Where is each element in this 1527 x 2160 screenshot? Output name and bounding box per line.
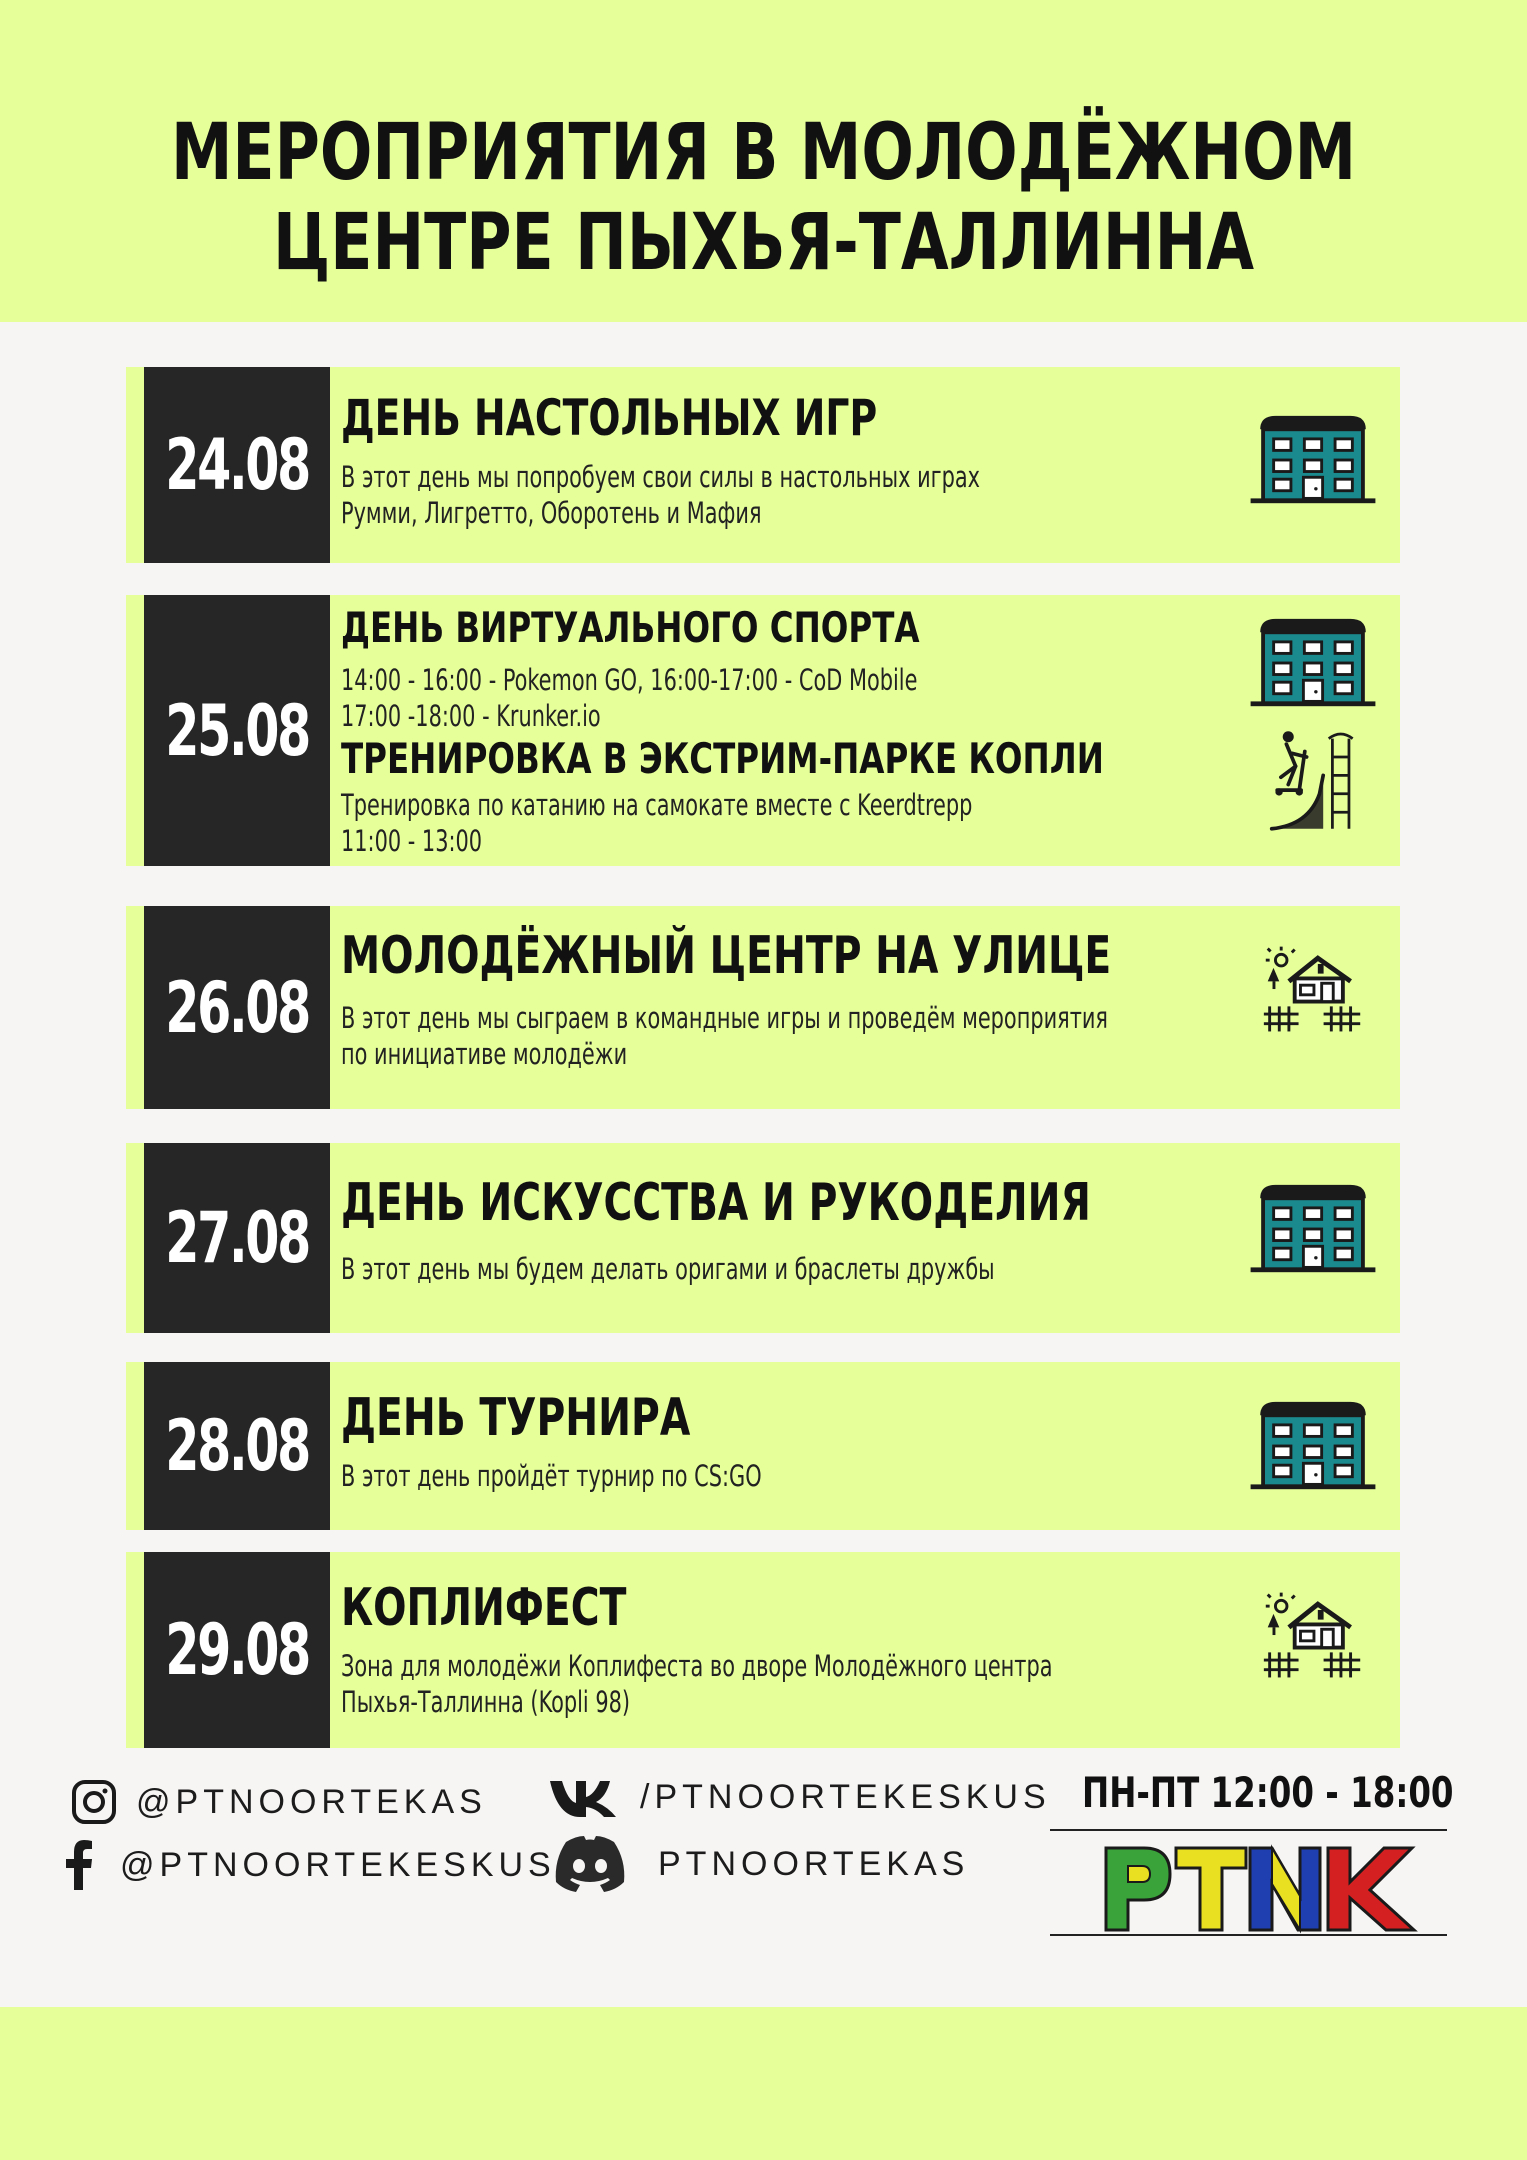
house-yard-icon [1260,946,1366,1034]
page-title [92,108,1436,288]
ptnk-logo [1100,1838,1420,1934]
event-description-line: В этот день мы будем делать оригами и браслеты дружбы [341,1252,995,1286]
event-heading: ДЕНЬ ВИРТУАЛЬНОГО СПОРТА [341,603,920,652]
footer-band [0,2007,1527,2160]
event-description-line: 14:00 - 16:00 - Pokemon GO, 16:00-17:00 - CoD Mobile [341,663,918,697]
building-icon [1250,412,1376,508]
event-heading: МОЛОДЁЖНЫЙ ЦЕНТР НА УЛИЦЕ [341,926,1112,986]
opening-hours: ПН-ПТ 12:00 - 18:00 [1082,1768,1454,1817]
vk-link[interactable] [548,1775,1051,1819]
facebook-handle: @PTNOORTEKESKUS [120,1845,556,1884]
facebook-link[interactable] [64,1840,556,1890]
event-text [341,1143,1230,1287]
event-description-line: Тренировка по катанию на самокате вместе с Keerdtrepp [341,788,973,822]
discord-icon [552,1834,628,1894]
event-card-28-08 [126,1362,1400,1530]
building-icon [1250,1181,1376,1277]
event-date: 29.08 [144,1552,330,1748]
event-description-line: Румми, Лигретто, Оборотень и Мафия [341,496,762,530]
event-heading: ДЕНЬ ИСКУССТВА И РУКОДЕЛИЯ [341,1173,1091,1233]
instagram-handle: @PTNOORTEKAS [136,1782,487,1821]
divider-bottom [1050,1934,1447,1936]
building-icon [1250,615,1376,711]
event-description-line: Пыхья-Таллинна (Kopli 98) [341,1685,631,1719]
event-text [341,1362,1230,1494]
house-yard-icon [1260,1592,1366,1680]
event-card-29-08 [126,1552,1400,1748]
event-text [341,1552,1230,1720]
event-description-line: Зона для молодёжи Коплифеста во дворе Молодёжного центра [341,1649,1053,1683]
event-text [341,595,1230,859]
event-card-24-08 [126,367,1400,563]
event-description-line: В этот день пройдёт турнир по CS:GO [341,1459,762,1493]
divider-top [1050,1829,1447,1831]
event-description-line: В этот день мы попробуем свои силы в настольных играх [341,460,980,494]
instagram-icon [70,1778,118,1826]
event-heading: ДЕНЬ ТУРНИРА [341,1388,691,1448]
event-text [341,906,1230,1072]
instagram-link[interactable] [70,1778,487,1826]
event-description-line: по инициативе молодёжи [341,1037,628,1071]
event-card-27-08 [126,1143,1400,1333]
event-date: 26.08 [144,906,330,1109]
event-description-line: В этот день мы сыграем в командные игры и проведём мероприятия [341,1001,1108,1035]
building-icon [1250,1398,1376,1494]
event-description-line: 11:00 - 13:00 [341,824,483,858]
scooter-ramp-icon [1268,728,1360,832]
event-heading: ДЕНЬ НАСТОЛЬНЫХ ИГР [341,389,878,447]
event-text [341,367,1230,531]
event-card-26-08 [126,906,1400,1109]
event-date: 27.08 [144,1143,330,1333]
event-date: 24.08 [144,367,330,563]
event-description-line: 17:00 -18:00 - Krunker.io [341,699,601,733]
event-heading: КОПЛИФЕСТ [341,1578,627,1638]
event-heading-secondary: ТРЕНИРОВКА В ЭКСТРИМ-ПАРКЕ КОПЛИ [341,734,1104,783]
vk-handle: /PTNOORTEKESKUS [640,1777,1051,1816]
event-date: 28.08 [144,1362,330,1530]
event-card-25-08 [126,595,1400,866]
facebook-icon [64,1840,94,1890]
discord-link[interactable] [552,1834,969,1894]
title-line-1: МЕРОПРИЯТИЯ В МОЛОДЁЖНОМ [170,108,1357,198]
discord-handle: PTNOORTEKAS [658,1844,970,1883]
title-line-2: ЦЕНТРЕ ПЫХЬЯ-ТАЛЛИННА [272,198,1255,288]
vk-icon [548,1775,618,1819]
event-date: 25.08 [144,595,330,866]
